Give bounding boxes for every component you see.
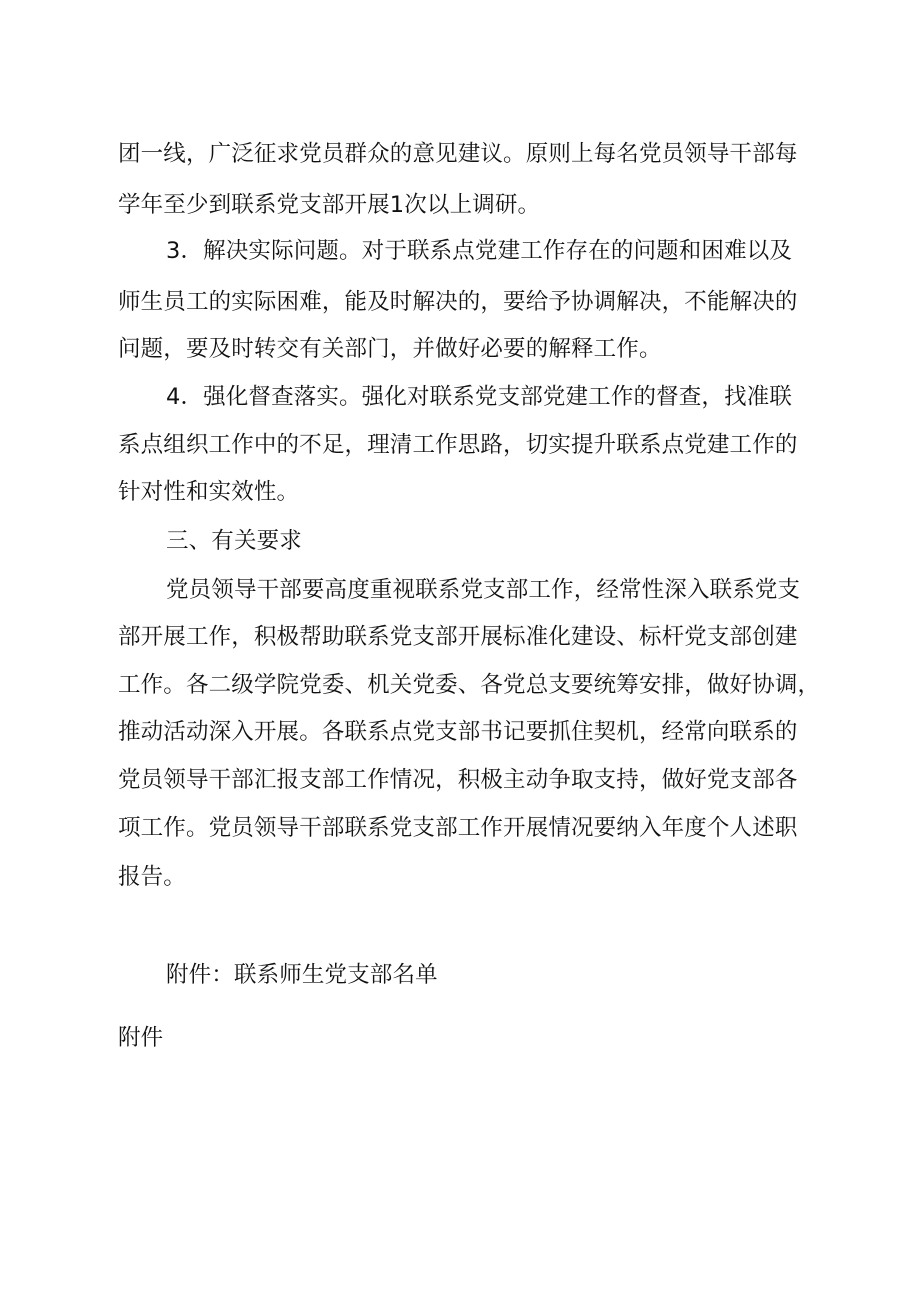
attachment-label: 附件 (118, 1025, 164, 1051)
section-heading: 三、有关要求 (166, 528, 302, 554)
paragraph-line: 问题，要及时转交有关部门，并做好必要的解释工作。 (118, 336, 662, 362)
paragraph-line: 师生员工的实际困难，能及时解决的，要给予协调解决，不能解决的 (118, 289, 798, 315)
paragraph-line: 3．解决实际问题。对于联系点党建工作存在的问题和困难以及 (166, 238, 793, 264)
paragraph-line: 党员领导干部汇报支部工作情况，积极主动争取支持，做好党支部各 (118, 767, 798, 793)
paragraph-line: 4．强化督查落实。强化对联系党支部党建工作的督查，找准联 (166, 384, 793, 410)
paragraph-line: 学年至少到联系党支部开展1次以上调研。 (118, 192, 541, 218)
paragraph-line: 针对性和实效性。 (118, 479, 300, 505)
paragraph-line: 报告。 (118, 864, 186, 890)
paragraph-line: 系点组织工作中的不足，理清工作思路，切实提升联系点党建工作的 (118, 432, 798, 458)
attachment-note: 附件：联系师生党支部名单 (166, 962, 438, 988)
paragraph-line: 党员领导干部要高度重视联系党支部工作，经常性深入联系党支 (166, 577, 801, 603)
paragraph-line: 团一线，广泛征求党员群众的意见建议。原则上每名党员领导干部每 (118, 141, 798, 167)
paragraph-line: 项工作。党员领导干部联系党支部工作开展情况要纳入年度个人述职 (118, 815, 798, 841)
paragraph-line: 推动活动深入开展。各联系点党支部书记要抓住契机，经常向联系的 (118, 719, 798, 745)
paragraph-line: 工作。各二级学院党委、机关党委、各党总支要统筹安排，做好协调， (118, 672, 821, 698)
paragraph-line: 部开展工作，积极帮助联系党支部开展标准化建设、标杆党支部创建 (118, 624, 798, 650)
